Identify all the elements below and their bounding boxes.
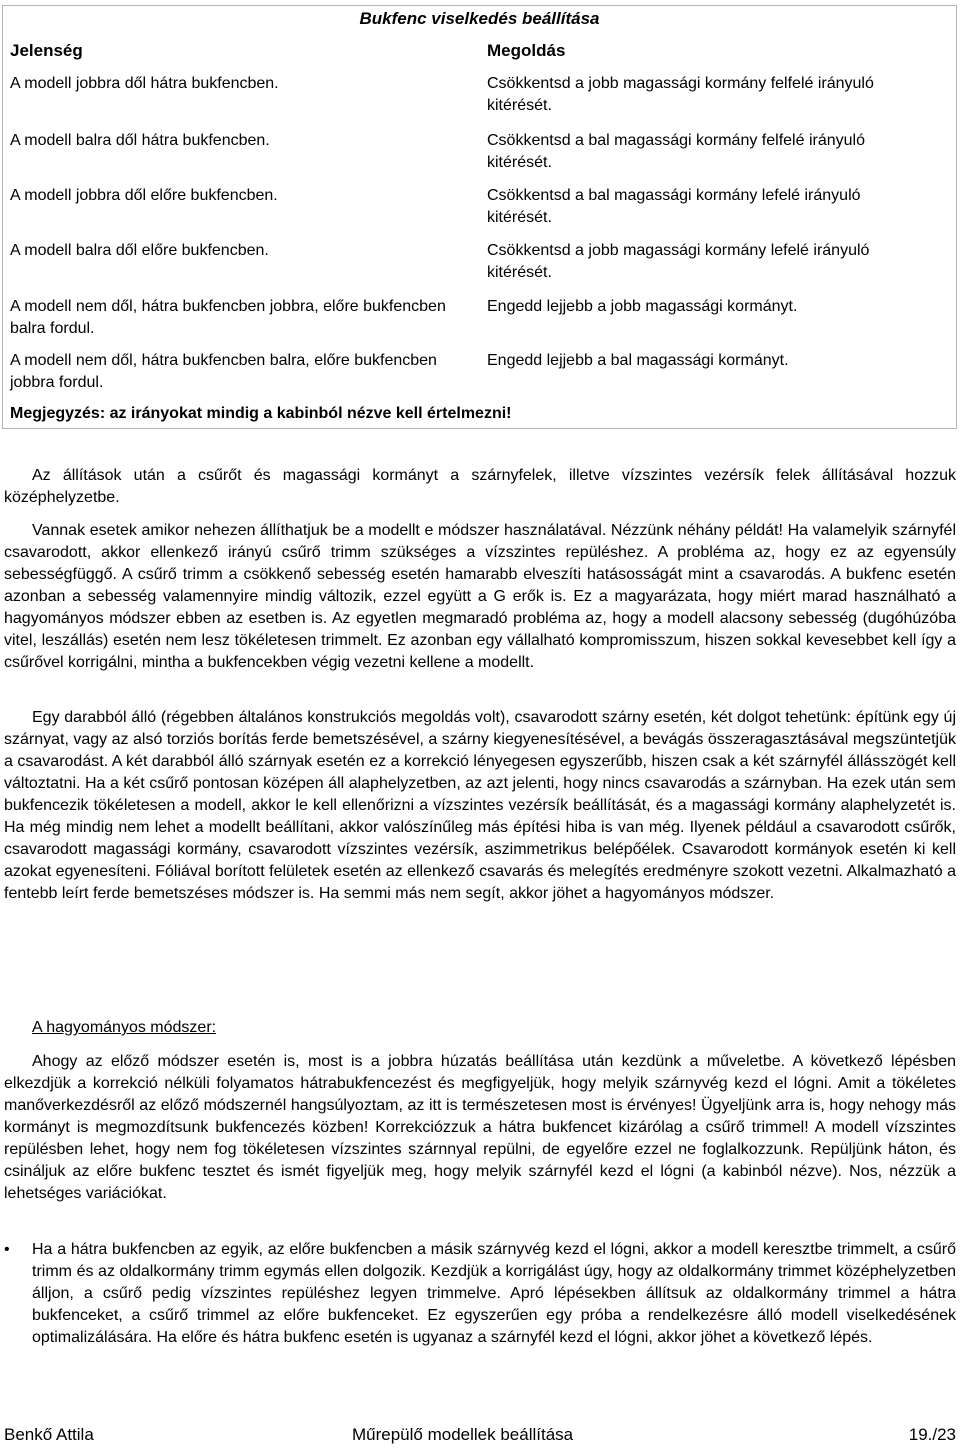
- table-row-3-solution: Csökkentsd a bal magassági kormány lefelé irányuló kitérését.: [487, 187, 861, 226]
- table-row-5-solution: Engedd lejjebb a jobb magassági kormányt.: [487, 298, 798, 315]
- settings-table: [2, 5, 957, 429]
- table-note: Megjegyzés: az irányokat mindig a kabinból nézve kell értelmezni!: [10, 405, 512, 422]
- table-row-1-solution: Csökkentsd a jobb magassági kormány felfelé irányuló kitérését.: [487, 75, 874, 114]
- paragraph-3: Egy darabból álló (régebben általános konstrukciós megoldás volt), csavarodott szárny esetén, két dolgot tehetünk: építünk egy új szárnyat, vagy az alsó torziós borítás ferde bemetszésével, a szárny kiegyenesítésével, a bevágás összeragasztásával megszüntetjük a csavarodást. A két darabból álló szárnyak esetén ez a korrekció lényegesen egyszerűbb, hiszen csak a két szárnyfél állásszögét kell változtatni. Ha a két csűrő pontosan középen áll alaphelyzetben, az azt jelenti, hogy nincs csavarodás a szárnyban. Ha ezek után sem bukfencezik tökéletesen a modell, akkor le kell ellenőrizni a vízszintes vezérsík beállítását, és a magassági kormány alaphelyzetét is. Ha még mindig nem lehet a modellt beállítani, akkor valószínűleg más építési hiba is van még. Ilyenek például a csavarodott csűrők, csavarodott magassági kormány, csavarodott vízszintes vezérsík, aszimmetrikus belépőélek. Csavarodott kormányok esetén ki kell azokat egyenesíteni. Fóliával borított felületek esetén az ellenkező csavarás és melegítés eredményre szokott vezetni. Alkalmazható a fentebb leírt ferde bemetszéses módszer is. Ha semmi más nem segít, akkor jöhet a hagyományos módszer.: [4, 709, 956, 902]
- table-row-2-solution: Csökkentsd a bal magassági kormány felfelé irányuló kitérését.: [487, 132, 865, 171]
- paragraph-2: Vannak esetek amikor nehezen állíthatjuk be a modellt e módszer használatával. Nézzünk néhány példát! Ha valamelyik szárnyfél csavarodott, akkor ellenkező irányú csűrő trimm szükséges a vízszintes repüléshez. A probléma az, hogy ez az egyensúly sebességfüggő. A csűrő trimm a csökkenő sebesség esetén hamarabb elveszíti hatásosságát mint a csavarodás. A bukfenc esetén azonban a sebesség valamennyire mindig változik, ezzel együtt a G erők is. Ez a magyarázata, hogy miért marad használható a hagyományos módszer ebben az esetben is. Az egyetlen megmaradó probléma az, hogy a modell alacsony sebesség (dugóhúzóba vitel, leszállás) esetén nem lesz tökéletesen trimmelt. Ez azonban egy vállalható kompromisszum, hiszen sokkal kevesebbet kell így a csűrővel korrigálni, mintha a bukfencekben végig vezetni kellene a modellt.: [4, 522, 956, 671]
- bullet-item-1: Ha a hátra bukfencben az egyik, az előre bukfencben a másik szárnyvég kezd el lógni, akkor a modell keresztbe trimmelt, a csűrő trimm és az oldalkormány trimm egymás ellen dolgozik. Kezdjük a korrigálást úgy, hogy az oldalkormány trimmet középhelyzetben álljon, a csűrő pedig vízszintes repüléshez legyen trimmelve. Apró lépésekben állítsuk az oldalkormány trimmel a hátra bukfenceket, a csűrő trimmel az előre bukfenceket. Ez egyszerűen egy próba a rendelkezésre álló modell viselkedésének optimalizálására. Ha előre és hátra bukfenc esetén is ugyanaz a szárnyfél kezd el lógni, akkor jöhet a következő lépés.: [32, 1241, 956, 1346]
- table-row-6-solution: Engedd lejjebb a bal magassági kormányt.: [487, 352, 789, 369]
- table-row-2-problem: A modell balra dől hátra bukfencben.: [10, 132, 270, 149]
- paragraph-1: Az állítások után a csűrőt és magassági kormányt a szárnyfelek, illetve vízszintes vezérsík felek állításával hozzuk középhelyzetbe.: [4, 467, 956, 506]
- footer-author: Benkő Attila: [4, 1425, 94, 1444]
- table-row-6-problem: A modell nem dől, hátra bukfencben balra, előre bukfencben jobbra fordul.: [10, 352, 437, 391]
- table-title: Bukfenc viselkedés beállítása: [359, 9, 600, 28]
- table-row-5-problem: A modell nem dől, hátra bukfencben jobbra, előre bukfencben balra fordul.: [10, 298, 446, 337]
- footer-page-number: 19./23: [908, 1425, 956, 1444]
- table-row-3-problem: A modell jobbra dől előre bukfencben.: [10, 187, 278, 204]
- table-row-1-problem: A modell jobbra dől hátra bukfencben.: [10, 75, 279, 92]
- bullet-marker: •: [4, 1241, 10, 1258]
- footer-title: Műrepülő modellek beállítása: [352, 1425, 574, 1444]
- column-header-solution: Megoldás: [487, 41, 566, 60]
- column-header-problem: Jelenség: [10, 41, 83, 60]
- table-row-4-solution: Csökkentsd a jobb magassági kormány lefelé irányuló kitérését.: [487, 242, 870, 281]
- table-row-4-problem: A modell balra dől előre bukfencben.: [10, 242, 269, 259]
- section-heading: A hagyományos módszer:: [32, 1019, 217, 1036]
- paragraph-4: Ahogy az előző módszer esetén is, most is a jobbra húzatás beállítása után kezdünk a műveletbe. A következő lépésben elkezdjük a korrekció nélküli folyamatos hátrabukfencezést és megfigyeljük, hogy melyik szárnyvég kezd el lógni. Amit a tökéletes manőverkezdésről az előző módszernél hangsúlyoztam, az itt is természetesen most is érvényes! Ügyeljünk arra is, hogy nehogy más kormányt is megmozdítsunk bukfencezés közben! Korrekciózzuk a hátra bukfencet kizárólag a csűrő trimmel! A modell vízszintes repülésben lehet, hogy nem fog tökéletesen vízszintes szárnnyal repülni, de egyelőre ezzel ne foglalkozzunk. Repüljünk háton, és csináljuk az előre bukfenc tesztet és ismét figyeljük meg, hogy melyik szárnyfél kezd el lógni (a kabinból nézve). Nos, nézzük a lehetséges variációkat.: [4, 1053, 956, 1202]
